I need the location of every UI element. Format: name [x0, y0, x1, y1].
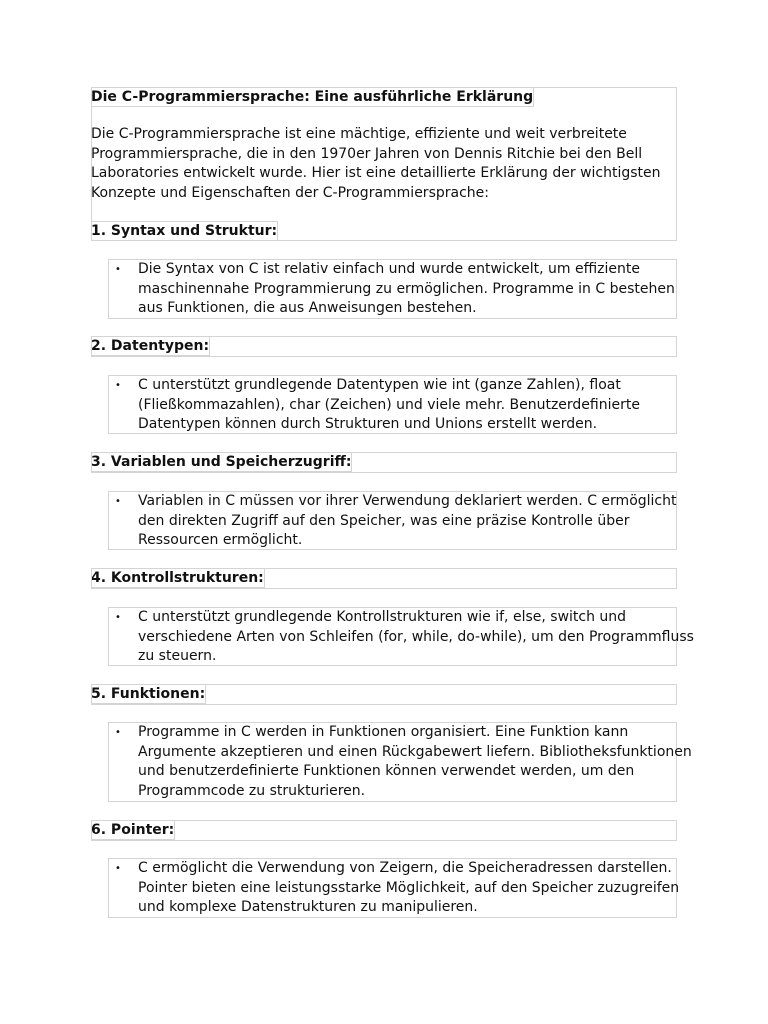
section-heading-4 [91, 568, 265, 588]
section-heading-text: 5. Funktionen: [91, 686, 206, 702]
section-heading-text: 4. Kontrollstrukturen: [91, 570, 264, 586]
section-3-line-3: Ressourcen ermöglicht. [138, 532, 303, 548]
section-5-line-4: Programmcode zu strukturieren. [138, 782, 366, 799]
section-6-line-2: Pointer bieten eine leistungsstarke Möglichkeit, auf den Speicher zuzugreifen [138, 879, 680, 896]
section-5-line-2: Argumente akzeptieren und einen Rückgabewert liefern. Bibliotheksfunktionen [138, 743, 692, 760]
section-heading-2 [91, 336, 210, 356]
section-heading-text: 1. Syntax und Struktur: [91, 223, 278, 239]
section-2-line-2: (Fließkommazahlen), char (Zeichen) und viele mehr. Benutzerdefinierte [138, 396, 640, 413]
section-4-line-1: C unterstützt grundlegende Kontrollstrukturen wie if, else, switch und [138, 609, 627, 625]
section-3-line-1: Variablen in C müssen vor ihrer Verwendung deklariert werden. C ermöglicht [138, 493, 677, 509]
section-2-line-3: Datentypen können durch Strukturen und Unions erstellt werden. [138, 416, 598, 432]
intro-line-4: Konzepte und Eigenschaften der C-Programmiersprache: [91, 184, 489, 201]
title-text: Die C-Programmiersprache: Eine ausführliche Erklärung [91, 89, 534, 105]
section-heading-text: 3. Variablen und Speicherzugriff: [91, 454, 352, 470]
bullet-marker: • [115, 612, 121, 623]
section-heading-text: 2. Datentypen: [91, 338, 210, 354]
section-5-line-1: Programme in C werden in Funktionen organisiert. Eine Funktion kann [138, 724, 629, 740]
intro-line-2: Programmiersprache, die in den 1970er Jahren von Dennis Ritchie bei den Bell [91, 145, 643, 162]
section-4-line-3: zu steuern. [138, 648, 217, 664]
section-1-line-3: aus Funktionen, die aus Anweisungen bestehen. [138, 300, 477, 316]
section-heading-3 [91, 452, 352, 472]
intro-line-3: Laboratories entwickelt wurde. Hier ist eine detaillierte Erklärung der wichtigsten [91, 165, 661, 181]
document-title [91, 87, 534, 107]
bullet-marker: • [115, 863, 121, 874]
section-heading-1 [91, 221, 278, 241]
bullet-marker: • [115, 496, 121, 507]
bullet-marker: • [115, 380, 121, 391]
section-1-line-1: Die Syntax von C ist relativ einfach und wurde entwickelt, um effiziente [138, 261, 640, 277]
section-4-line-2: verschiedene Arten von Schleifen (for, while, do-while), um den Programmfluss [138, 628, 694, 645]
intro-line-1: Die C-Programmiersprache ist eine mächtige, effiziente und weit verbreitete [91, 126, 627, 142]
section-1-line-2: maschinennahe Programmierung zu ermöglichen. Programme in C bestehen [138, 280, 675, 297]
bullet-marker: • [115, 727, 121, 738]
bullet-marker: • [115, 264, 121, 275]
section-5-line-3: und benutzerdefinierte Funktionen können verwendet werden, um den [138, 763, 635, 779]
section-heading-6 [91, 820, 175, 840]
section-3-line-2: den direkten Zugriff auf den Speicher, was eine präzise Kontrolle über [138, 512, 630, 529]
section-heading-text: 6. Pointer: [91, 822, 175, 838]
section-heading-frame-6 [91, 820, 677, 841]
section-2-line-1: C unterstützt grundlegende Datentypen wie int (ganze Zahlen), float [138, 377, 621, 393]
section-6-line-1: C ermöglicht die Verwendung von Zeigern, die Speicheradressen darstellen. [138, 860, 672, 876]
section-heading-5 [91, 684, 206, 704]
section-6-line-3: und komplexe Datenstrukturen zu manipulieren. [138, 899, 478, 915]
